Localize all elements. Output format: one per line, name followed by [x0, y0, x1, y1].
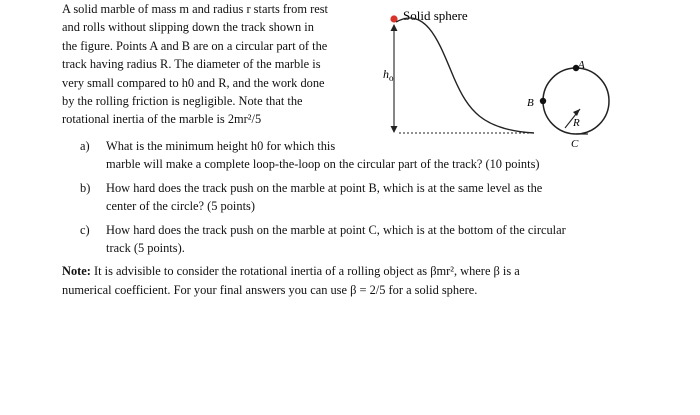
loop-track-figure [372, 0, 700, 160]
height-arrow-top [391, 24, 398, 31]
point-a-label: A [578, 59, 585, 71]
note-label: Note: [62, 264, 91, 279]
question-c [62, 221, 662, 258]
intro-line: track having radius R. The diameter of the marble is [62, 57, 321, 72]
track-curve [396, 18, 534, 133]
question-line: center of the circle? (5 points) [106, 199, 255, 214]
questions-section [62, 137, 662, 299]
point-c-label: C [571, 138, 579, 150]
figure-title: Solid sphere [403, 8, 468, 23]
note-text: It is advisible to consider the rotational inertia of a rolling object as βmr², where β is a [94, 264, 520, 279]
question-line: What is the minimum height h0 for which this [106, 139, 336, 153]
height-label-sub: o [389, 73, 394, 83]
intro-line: and rolls without slipping down the track shown in [62, 20, 314, 35]
question-marker: b) [80, 180, 91, 195]
point-b-dot [540, 98, 546, 104]
height-label-h: h [383, 67, 389, 81]
question-line: track (5 points). [106, 241, 185, 256]
intro-line: very small compared to h0 and R, and the work done [62, 75, 325, 90]
question-a [62, 137, 662, 174]
question-line: marble will make a complete loop-the-loop on the circular part of the track? (10 points) [106, 157, 540, 172]
note-line [62, 262, 662, 280]
intro-line: rotational inertia of the marble is 2mr²/5 [62, 112, 262, 127]
radius-arrow [573, 109, 580, 116]
height-arrow-bottom [391, 126, 398, 133]
note-line: numerical coefficient. For your final answers you can use β = 2/5 for a solid sphere. [62, 282, 478, 297]
intro-line: the figure. Points A and B are on a circular part of the [62, 38, 328, 53]
note-paragraph [62, 262, 662, 299]
question-marker: a) [80, 139, 90, 153]
intro-line: by the rolling friction is negligible. Note that the [62, 94, 303, 109]
point-b-label: B [527, 97, 534, 109]
radius-label: R [573, 117, 580, 129]
question-marker: c) [80, 222, 90, 237]
intro-line: A solid marble of mass m and radius r starts from rest [62, 2, 329, 16]
problem-intro [62, 0, 362, 129]
question-line: How hard does the track push on the marble at point C, which is at the bottom of the circular [106, 222, 566, 237]
height-label [383, 67, 394, 83]
question-line: How hard does the track push on the marble at point B, which is at the same level as the [106, 180, 543, 195]
question-b [62, 179, 662, 216]
